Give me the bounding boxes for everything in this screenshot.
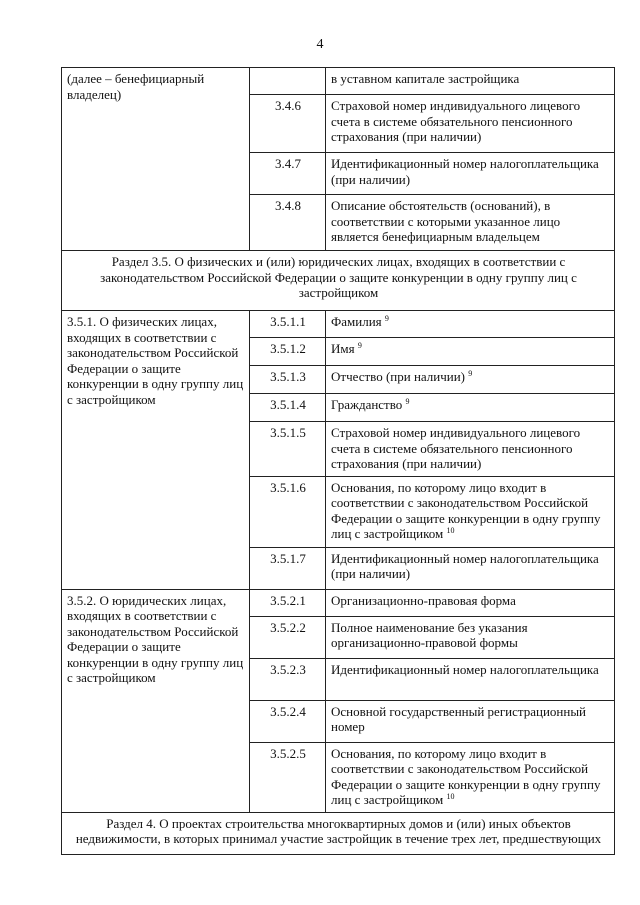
row-text: Основной государственный регистрационный номер bbox=[326, 700, 615, 742]
row-number: 3.4.7 bbox=[250, 153, 326, 195]
footnote-ref: 9 bbox=[468, 369, 473, 378]
footnote-ref: 9 bbox=[405, 397, 410, 406]
row-text: Полное наименование без указания организационно-правовой формы bbox=[326, 616, 615, 658]
footnote-ref: 10 bbox=[446, 792, 455, 801]
page-number: 4 bbox=[316, 37, 324, 52]
section-4-title: Раздел 4. О проектах строительства многоквартирных домов и (или) иных объектов недвижимости, в которых принимал участие застройщик в течение трех лет, предшествующих bbox=[62, 812, 615, 854]
section-heading-row bbox=[62, 251, 615, 311]
footnote-ref: 9 bbox=[357, 341, 362, 350]
row-number: 3.5.1.1 bbox=[250, 311, 326, 338]
table-row bbox=[62, 68, 615, 95]
row-number: 3.5.1.4 bbox=[250, 394, 326, 422]
row-text: Идентификационный номер налогоплательщика bbox=[326, 658, 615, 700]
row-number: 3.5.1.5 bbox=[250, 422, 326, 477]
table-row bbox=[62, 311, 615, 338]
row-text: в уставном капитале застройщика bbox=[326, 68, 615, 95]
disclosure-table bbox=[61, 67, 615, 855]
row-text: Имя $^9$ bbox=[326, 338, 615, 366]
footnote-ref: 10 bbox=[446, 526, 455, 535]
row-text: Фамилия $^9$ bbox=[326, 311, 615, 338]
row-number: 3.5.1.7 bbox=[250, 547, 326, 589]
row-number: 3.5.2.4 bbox=[250, 700, 326, 742]
row-number: 3.4.8 bbox=[250, 195, 326, 251]
row-number: 3.5.1.3 bbox=[250, 366, 326, 394]
row-number: 3.5.2.5 bbox=[250, 742, 326, 812]
row-text: Основания, по которому лицо входит в соответствии с законодательством Российской Федерации о защите конкуренции в одну группу лиц с застройщиком $^{10}$ bbox=[326, 742, 615, 812]
row-text: Идентификационный номер налогоплательщика (при наличии) bbox=[326, 547, 615, 589]
row-number: 3.5.2.3 bbox=[250, 658, 326, 700]
legal-entities-label: 3.5.2. О юридических лицах, входящих в соответствии с законодательством Российской Федерации о защите конкуренции в одну группу лиц с застройщиком bbox=[62, 589, 250, 812]
row-number: 3.5.1.2 bbox=[250, 338, 326, 366]
section-3-5-title: Раздел 3.5. О физических и (или) юридических лицах, входящих в соответствии с законодательством Российской Федерации о защите конкуренции в одну группу лиц с застройщиком bbox=[62, 251, 615, 311]
section-heading-row bbox=[62, 812, 615, 854]
row-number bbox=[250, 68, 326, 95]
row-text: Идентификационный номер налогоплательщика (при наличии) bbox=[326, 153, 615, 195]
row-text: Организационно-правовая форма bbox=[326, 589, 615, 616]
table-row bbox=[62, 589, 615, 616]
row-number: 3.5.1.6 bbox=[250, 476, 326, 547]
row-number: 3.5.2.1 bbox=[250, 589, 326, 616]
row-text: Отчество (при наличии) $^9$ bbox=[326, 366, 615, 394]
beneficiary-label: (далее – бенефициарный владелец) bbox=[62, 68, 250, 251]
row-text: Страховой номер индивидуального лицевого счета в системе обязательного пенсионного страхования (при наличии) bbox=[326, 95, 615, 153]
row-text: Основания, по которому лицо входит в соответствии с законодательством Российской Федерации о защите конкуренции в одну группу лиц с застройщиком $^{10}$ bbox=[326, 476, 615, 547]
row-text: Описание обстоятельств (оснований), в соответствии с которыми указанное лицо является бенефициарным владельцем bbox=[326, 195, 615, 251]
row-number: 3.5.2.2 bbox=[250, 616, 326, 658]
row-text: Страховой номер индивидуального лицевого счета в системе обязательного пенсионного страхования (при наличии) bbox=[326, 422, 615, 477]
row-text: Гражданство $^9$ bbox=[326, 394, 615, 422]
physical-persons-label: 3.5.1. О физических лицах, входящих в соответствии с законодательством Российской Федерации о защите конкуренции в одну группу лиц с застройщиком bbox=[62, 311, 250, 590]
footnote-ref: 9 bbox=[384, 314, 389, 323]
row-number: 3.4.6 bbox=[250, 95, 326, 153]
